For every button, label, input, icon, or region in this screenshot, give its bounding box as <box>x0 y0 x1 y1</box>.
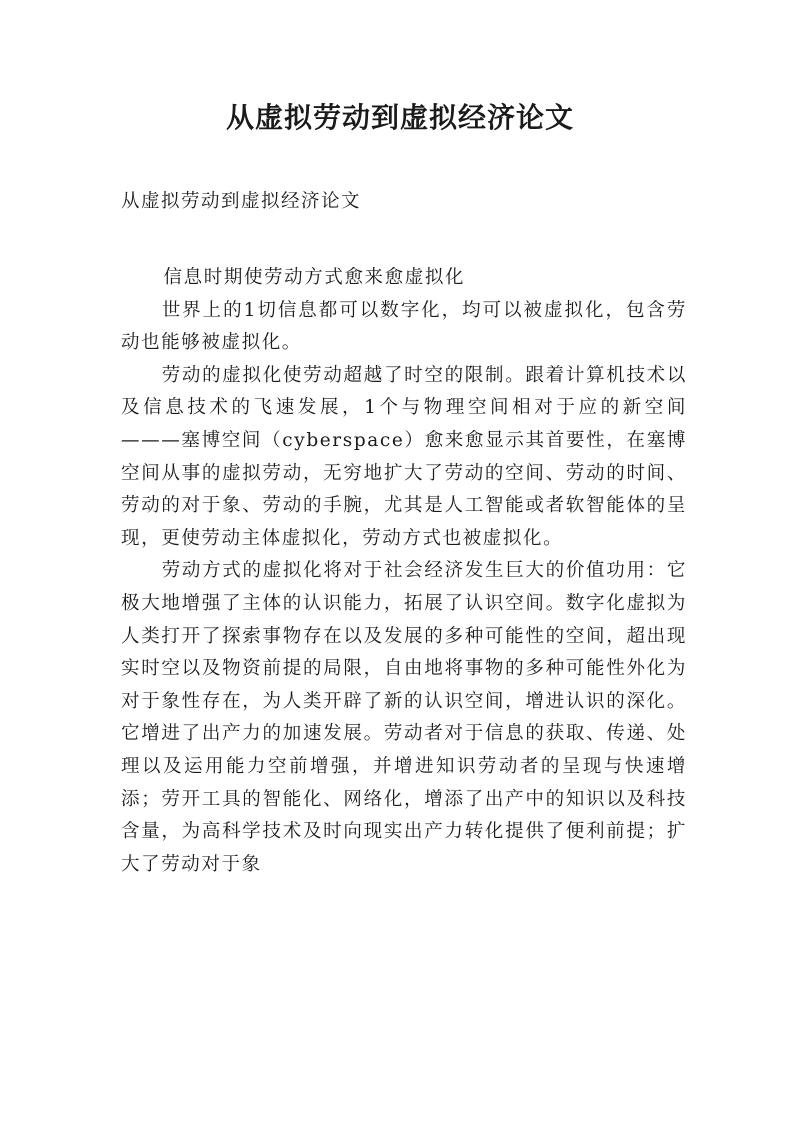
body-paragraph: 劳动的虚拟化使劳动超越了时空的限制。跟着计算机技术以及信息技术的飞速发展，1个与物理空间相对于应的新空间———塞博空间（cyberspace）愈来愈显示其首要性，在塞博空间从事的虚拟劳动，无穷地扩大了劳动的空间、劳动的时间、劳动的对于象、劳动的手腕，尤其是人工智能或者软智能体的呈现，更使劳动主体虚拟化，劳动方式也被虚拟化。 <box>121 364 687 549</box>
body-paragraph: 劳动方式的虚拟化将对于社会经济发生巨大的价值功用：它极大地增强了主体的认识能力，拓展了认识空间。数字化虚拟为人类打开了探索事物存在以及发展的多种可能性的空间，超出现实时空以及物资前提的局限，自由地将事物的多种可能性外化为对于象性存在，为人类开辟了新的认识空间，增进认识的深化。它增进了出产力的加速发展。劳动者对于信息的获取、传递、处理以及运用能力空前增强，并增进知识劳动者的呈现与快速增添；劳开工具的智能化、网络化，增添了出产中的知识以及科技含量，为高科学技术及时向现实出产力转化提供了便利前提；扩大了劳动对于象 <box>121 560 687 875</box>
section-heading: 信息时期使劳动方式愈来愈虚拟化 <box>163 267 466 288</box>
body-paragraph: 世界上的1切信息都可以数字化，均可以被虚拟化，包含劳动也能够被虚拟化。 <box>121 299 687 354</box>
document-title: 从虚拟劳动到虚拟经济论文 <box>225 101 574 134</box>
document-body <box>121 262 687 881</box>
document-subtitle: 从虚拟劳动到虚拟经济论文 <box>121 191 362 212</box>
